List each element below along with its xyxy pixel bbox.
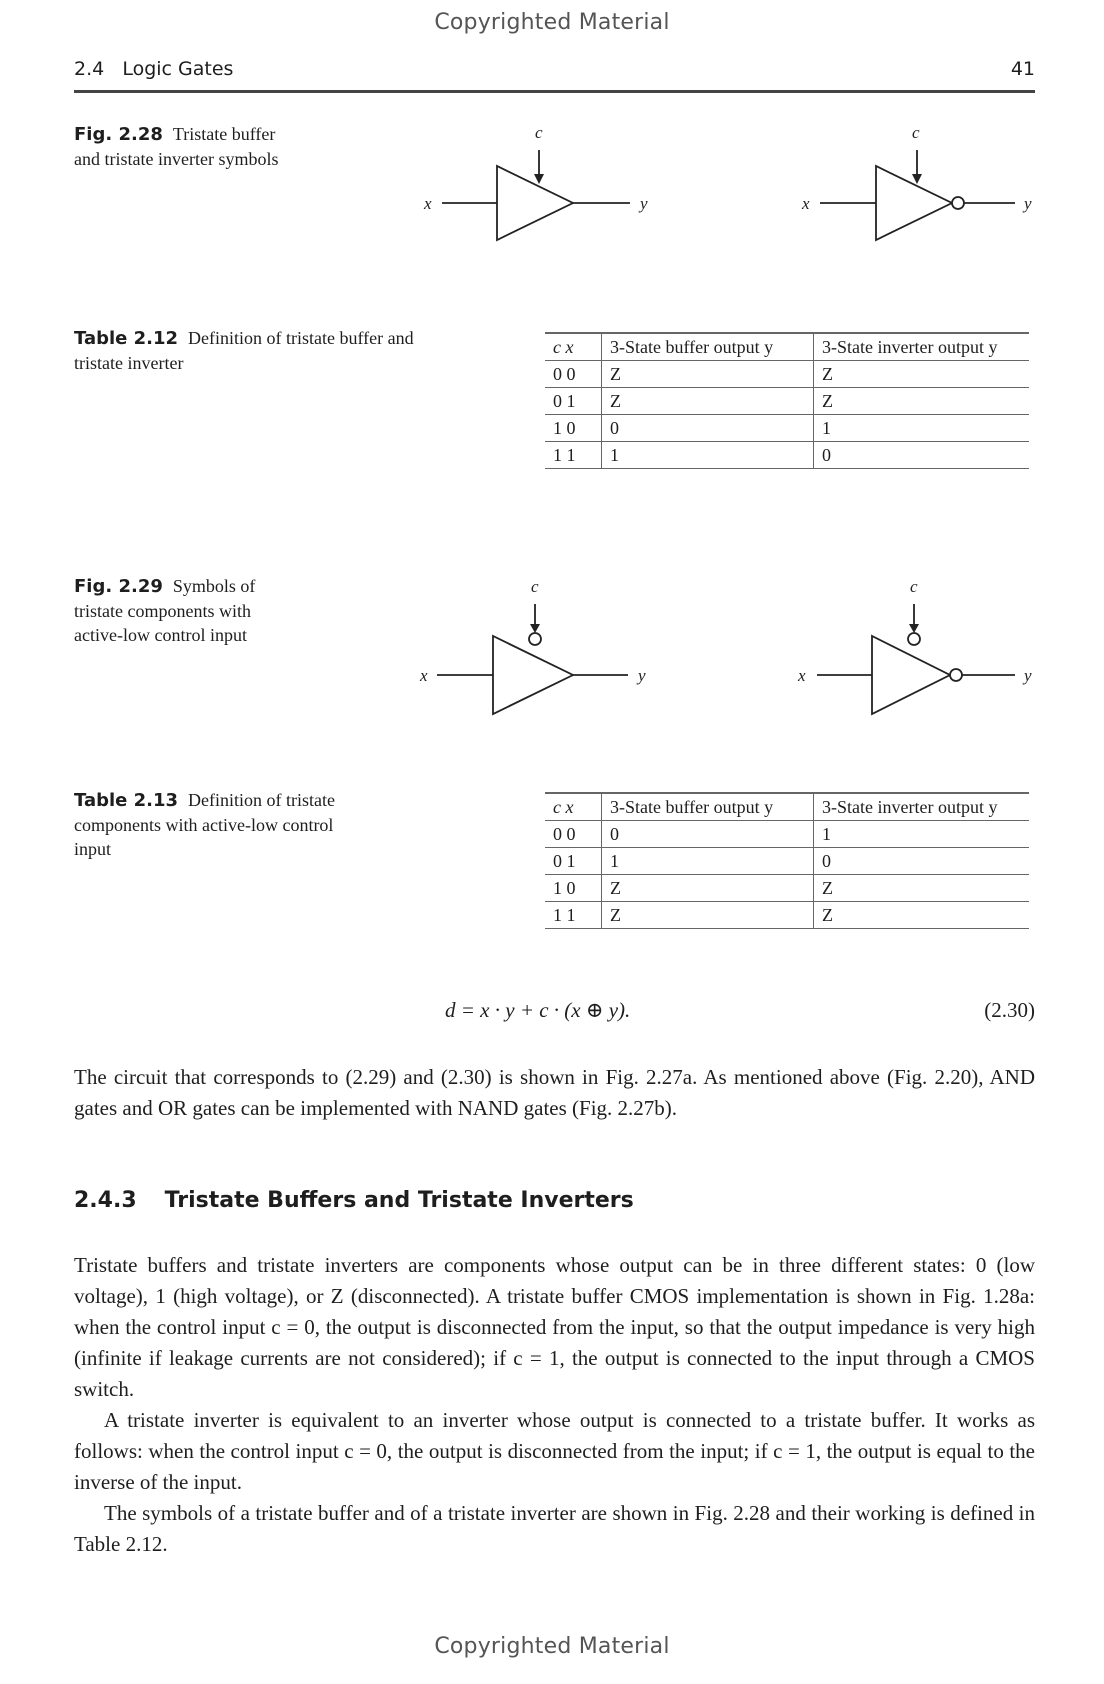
cell-cx: 0 1 xyxy=(553,390,576,411)
cell-buffer: Z xyxy=(602,902,814,929)
copyright-header: Copyrighted Material xyxy=(434,10,670,35)
input-label-x: x xyxy=(798,666,806,685)
input-label-x: x xyxy=(424,194,432,213)
input-label-x: x xyxy=(802,194,810,213)
table-row xyxy=(545,388,1029,415)
paragraph-symbols: The symbols of a tristate buffer and of a tristate inverter are shown in Fig. 2.28 and their working is defined in Table 2.12. xyxy=(74,1501,1035,1556)
output-label-y: y xyxy=(640,194,648,213)
table-2-13 xyxy=(545,792,1029,929)
section-number: 2.4.3 xyxy=(74,1188,137,1213)
header-buffer-output: 3-State buffer output y xyxy=(602,333,814,361)
cell-inverter: 1 xyxy=(814,821,1030,848)
table-header-row xyxy=(545,333,1029,361)
cell-buffer: 0 xyxy=(602,415,814,442)
table-row xyxy=(545,442,1029,469)
fig-2-29-text: Symbols of tristate components with active-low control input xyxy=(74,576,256,645)
control-label-c: c xyxy=(535,123,543,142)
header-buffer-output: 3-State buffer output y xyxy=(602,793,814,821)
cell-cx: 1 1 xyxy=(553,444,576,465)
cell-inverter: 0 xyxy=(814,442,1030,469)
header-cx: c x xyxy=(553,336,574,357)
control-label-c: c xyxy=(910,577,918,596)
cell-cx: 0 0 xyxy=(553,823,576,844)
section-title: Tristate Buffers and Tristate Inverters xyxy=(164,1188,634,1213)
input-label-x: x xyxy=(420,666,428,685)
control-label-c: c xyxy=(531,577,539,596)
table-row xyxy=(545,361,1029,388)
paragraph-tristate-intro: Tristate buffers and tristate inverters are components whose output can be in three different states: 0 (low voltage), 1 (high voltage), or Z (disconnected). A tristate buffer CMOS implementation is shown in Fig. 1.28a: when the control input c = 0, the output is disconnected from the input, so that the output impedance is very high (infinite if leakage currents are not considered); if c = 1, the output is connected to the input through a CMOS switch. xyxy=(74,1253,1035,1401)
cell-buffer: 1 xyxy=(602,442,814,469)
table-2-13-label: Table 2.13 xyxy=(74,790,179,811)
output-label-y: y xyxy=(1024,666,1032,685)
cell-inverter: Z xyxy=(814,388,1030,415)
copyright-footer: Copyrighted Material xyxy=(434,1634,670,1659)
tristate-buffer-symbol xyxy=(423,123,648,240)
table-2-12-text: Definition of tristate buffer and tristate inverter xyxy=(74,328,414,373)
cell-inverter: 0 xyxy=(814,848,1030,875)
table-2-12-caption xyxy=(74,326,414,375)
fig-2-28-text: Tristate buffer and tristate inverter symbols xyxy=(74,124,279,169)
cell-buffer: 0 xyxy=(602,821,814,848)
control-label-c: c xyxy=(912,123,920,142)
cell-inverter: 1 xyxy=(814,415,1030,442)
cell-buffer: 1 xyxy=(602,848,814,875)
header-cx: c x xyxy=(553,796,574,817)
header-inverter-output: 3-State inverter output y xyxy=(814,793,1030,821)
table-row xyxy=(545,821,1029,848)
cell-inverter: Z xyxy=(814,875,1030,902)
equation-number: (2.30) xyxy=(984,998,1035,1022)
cell-buffer: Z xyxy=(602,875,814,902)
table-row xyxy=(545,848,1029,875)
section-heading xyxy=(74,1188,634,1213)
table-2-13-text: Definition of tristate components with active-low control input xyxy=(74,790,336,859)
table-row xyxy=(545,415,1029,442)
header-rule xyxy=(74,90,1035,93)
header-inverter-output: 3-State inverter output y xyxy=(814,333,1030,361)
cell-cx: 1 0 xyxy=(553,417,576,438)
cell-cx: 1 0 xyxy=(553,877,576,898)
cell-cx: 0 0 xyxy=(553,363,576,384)
page-number: 41 xyxy=(1010,58,1035,80)
table-2-12-label: Table 2.12 xyxy=(74,328,179,349)
table-row xyxy=(545,875,1029,902)
active-low-tristate-buffer-symbol xyxy=(419,577,646,714)
tristate-inverter-symbol xyxy=(801,123,1032,240)
fig-2-28-diagram xyxy=(0,110,1104,260)
fig-2-29-label: Fig. 2.29 xyxy=(74,576,163,597)
table-2-13-caption xyxy=(74,788,374,861)
cell-cx: 0 1 xyxy=(553,850,576,871)
output-label-y: y xyxy=(1024,194,1032,213)
active-low-tristate-inverter-symbol xyxy=(797,577,1032,714)
output-label-y: y xyxy=(638,666,646,685)
cell-cx: 1 1 xyxy=(553,904,576,925)
cell-inverter: Z xyxy=(814,902,1030,929)
table-header-row xyxy=(545,793,1029,821)
cell-buffer: Z xyxy=(602,388,814,415)
running-head-title: 2.4 Logic Gates xyxy=(74,58,234,80)
equation-expression: d = x · y + c · (x ⊕ y). xyxy=(445,998,631,1022)
table-2-12 xyxy=(545,332,1029,469)
paragraph-tristate-inverter: A tristate inverter is equivalent to an inverter whose output is connected to a tristate buffer. It works as follows: when the control input c = 0, the output is disconnected from the input; if c = 1, the output is equal to the inverse of the input. xyxy=(74,1408,1035,1494)
table-row xyxy=(545,902,1029,929)
running-head xyxy=(74,58,1035,88)
fig-2-29-diagram xyxy=(0,574,1104,724)
cell-buffer: Z xyxy=(602,361,814,388)
cell-inverter: Z xyxy=(814,361,1030,388)
fig-2-28-label: Fig. 2.28 xyxy=(74,124,163,145)
paragraph-circuit: The circuit that corresponds to (2.29) and (2.30) is shown in Fig. 2.27a. As mentioned above (Fig. 2.20), AND gates and OR gates can be implemented with NAND gates (Fig. 2.27b). xyxy=(74,1065,1035,1120)
